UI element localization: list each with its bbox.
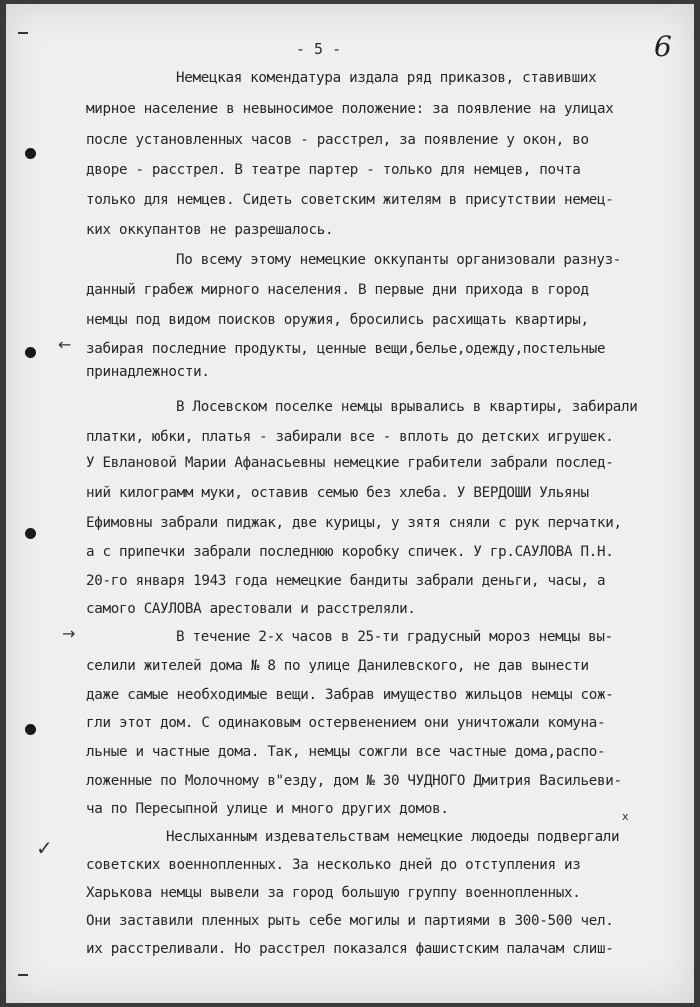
text-line: данный грабеж мирного населения. В первые дни прихода в город — [86, 282, 589, 298]
punch-hole — [25, 528, 36, 539]
text-line: советских военнопленных. За несколько дней до отступления из — [86, 857, 581, 873]
margin-check-mark: ✓ — [36, 836, 53, 860]
text-line: ких оккупантов не разрешалось. — [86, 222, 334, 238]
margin-arrow-mark: → — [62, 624, 76, 643]
punch-hole — [25, 148, 36, 159]
text-line: забирая последние продукты, ценные вещи,белье,одежду,постельные — [86, 341, 606, 357]
text-line: немцы под видом поисков оружия, бросились расхищать квартиры, — [86, 312, 589, 328]
text-line: самого САУЛОВА арестовали и расстреляли. — [86, 601, 416, 617]
text-line: только для немцев. Сидеть советским жителям в присутствии немец- — [86, 192, 614, 208]
text-line: принадлежности. — [86, 364, 210, 380]
text-line: их расстреливали. Но расстрел показался фашистским палачам слиш- — [86, 941, 614, 957]
text-line: гли этот дом. С одинаковым остервенением они уничтожали комуна- — [86, 715, 606, 731]
text-line: мирное население в невыносимое положение: за появление на улицах — [86, 101, 614, 117]
margin-tick — [18, 974, 28, 976]
punch-hole — [25, 724, 36, 735]
text-line: даже самые необходимые вещи. Забрав имущество жильцов немцы сож- — [86, 687, 614, 703]
text-line: Харькова немцы вывели за город большую группу военнопленных. — [86, 885, 581, 901]
handwritten-page-number: 6 — [654, 30, 672, 63]
text-line: Немецкая комендатура издала ряд приказов, ставивших — [176, 70, 597, 86]
text-line: В течение 2-х часов в 25-ти градусный мороз немцы вы- — [176, 629, 613, 645]
document-page — [6, 4, 694, 1003]
text-line: ча по Пересыпной улице и много других домов. — [86, 801, 449, 817]
text-line: Неслыханным издевательствам немецкие людоеды подвергали — [166, 829, 620, 845]
text-line: У Евлановой Марии Афанасьевны немецкие грабители забрали послед- — [86, 455, 614, 471]
margin-tick — [18, 32, 28, 34]
text-line: после установленных часов - расстрел, за появление у окон, во — [86, 132, 589, 148]
text-line: платки, юбки, платья - забирали все - вплоть до детских игрушек. — [86, 429, 614, 445]
text-line: ний килограмм муки, оставив семью без хлеба. У ВЕРДОШИ Ульяны — [86, 485, 589, 501]
page-number: - 5 - — [296, 40, 342, 58]
text-line: Ефимовны забрали пиджак, две курицы, у зятя сняли с рук перчатки, — [86, 515, 622, 531]
text-line: ложенные по Молочному в"езду, дом № 30 ЧУДНОГО Дмитрия Васильеви- — [86, 773, 622, 789]
text-line: 20-го января 1943 года немецкие бандиты забрали деньги, часы, а — [86, 573, 606, 589]
text-line: селили жителей дома № 8 по улице Данилевского, не дав вынести — [86, 658, 589, 674]
margin-arrow-mark: ← — [58, 335, 72, 354]
text-line: По всему этому немецкие оккупанты организовали разнуз- — [176, 252, 622, 268]
text-line: В Лосевском поселке немцы врывались в квартиры, забирали — [176, 399, 638, 415]
punch-hole — [25, 347, 36, 358]
text-line: льные и частные дома. Так, немцы сожгли все частные дома,распо- — [86, 744, 606, 760]
text-line: а с припечки забрали последнюю коробку спичек. У гр.САУЛОВА П.Н. — [86, 544, 614, 560]
text-line: Они заставили пленных рыть себе могилы и партиями в 300-500 чел. — [86, 913, 614, 929]
text-line: дворе - расстрел. В театре партер - только для немцев, почта — [86, 162, 581, 178]
margin-x-mark: x — [622, 810, 629, 823]
